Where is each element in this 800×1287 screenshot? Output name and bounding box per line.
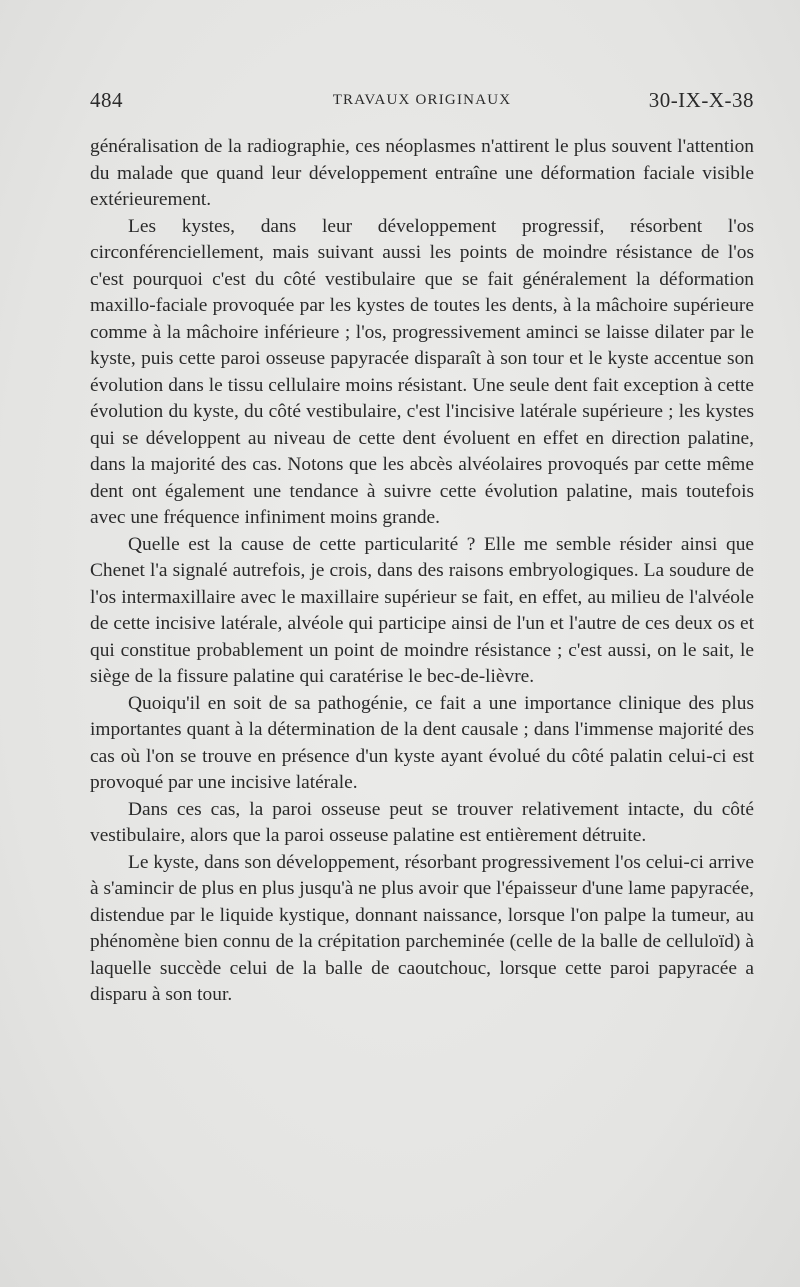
- paragraph-3: Quelle est la cause de cette particularité ? Elle me semble résider ainsi que Chenet l'a signalé autrefois, je crois, dans des raisons embryologiques. La soudure de l'os intermaxillaire avec le maxillaire supérieur se fait, en effet, au milieu de l'alvéole de cette incisive latérale, alvéole qui participe ainsi de l'un et l'autre de ces deux os et qui constitue probablement un point de moindre résistance ; c'est aussi, on le sait, le siège de la fissure palatine qui caratérise le bec-de-lièvre.: [90, 533, 754, 687]
- paragraph-4: Quoiqu'il en soit de sa pathogénie, ce fait a une importance clinique des plus importantes quant à la détermination de la dent causale ; dans l'immense majorité des cas où l'on se trouve en présence d'un kyste ayant évolué du côté palatin celui-ci est provoqué par une incisive latérale.: [90, 692, 754, 793]
- article-body: [90, 134, 754, 1009]
- page-number: 484: [90, 88, 123, 112]
- paragraph-6: Le kyste, dans son développement, résorbant progressivement l'os celui-ci arrive à s'amincir de plus en plus jusqu'à ne plus avoir que l'épaisseur d'une lame papyracée, distendue par le liquide kystique, donnant naissance, lorsque l'on palpe la tumeur, au phénomène bien connu de la crépitation parcheminée (celle de la balle de celluloïd) à laquelle succède celui de la balle de caoutchouc, lorsque cette paroi papyracée a disparu à son tour.: [90, 851, 754, 1005]
- paragraph-5: Dans ces cas, la paroi osseuse peut se trouver relativement intacte, du côté vestibulaire, alors que la paroi osseuse palatine est entièrement détruite.: [90, 798, 754, 846]
- header-title: TRAVAUX ORIGINAUX: [332, 92, 512, 108]
- header-reference: 30-IX-X-38: [648, 88, 754, 112]
- running-header: [90, 88, 754, 120]
- paragraph-1: généralisation de la radiographie, ces néoplasmes n'attirent le plus souvent l'attention du malade que quand leur développement entraîne une déformation faciale visible extérieurement.: [90, 136, 754, 210]
- paragraph-2: Les kystes, dans leur développement progressif, résorbent l'os circonférenciellement, mais suivant aussi les points de moindre résistance de l'os c'est pourquoi c'est du côté vestibulaire que se fait généralement la déformation maxillo-faciale provoquée par les kystes de toutes les dents, à la mâchoire supérieure comme à la mâchoire inférieure ; l'os, progressivement aminci se laisse dilater par le kyste, puis cette paroi osseuse papyracée disparaît à son tour et le kyste accentue son évolution dans le tissu cellulaire moins résistant. Une seule dent fait exception à cette évolution du kyste, du côté vestibulaire, c'est l'incisive latérale supérieure ; les kystes qui se développent au niveau de cette dent évoluent en effet en direction palatine, dans la majorité des cas. Notons que les abcès alvéolaires provoqués par cette même dent ont également une tendance à suivre cette évolution palatine, mais toutefois avec une fréquence infiniment moins grande.: [90, 215, 754, 528]
